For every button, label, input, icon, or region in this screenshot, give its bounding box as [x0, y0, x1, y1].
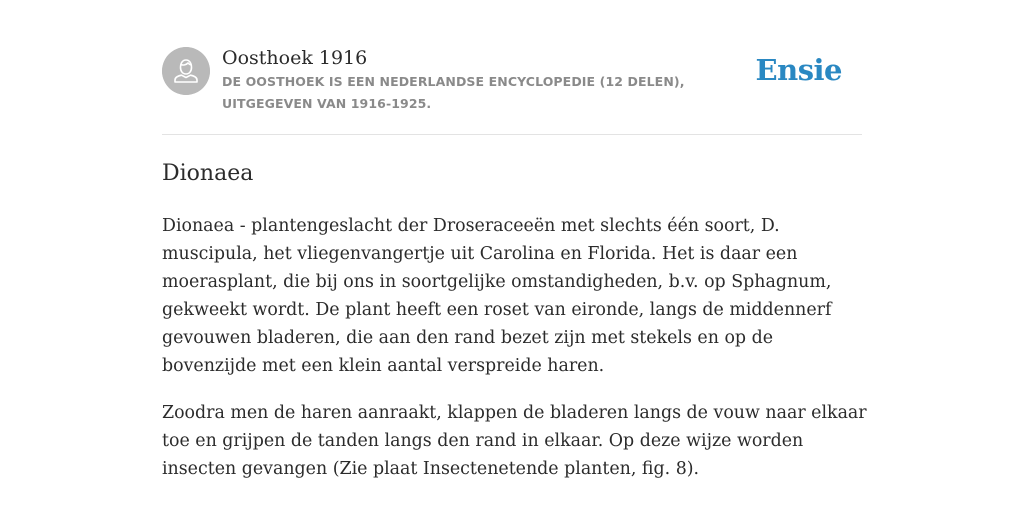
source-info: [222, 45, 762, 115]
source-title-link[interactable]: Oosthoek 1916: [222, 47, 368, 69]
entry-title: Dionaea: [162, 161, 254, 186]
page-container: [162, 0, 867, 479]
source-header: [162, 0, 862, 135]
entry-paragraph: Zoodra men de haren aanraakt, klappen de bladeren langs de vouw naar elkaar toe en grijpen de tanden langs den rand in elkaar. Op deze wijze worden insecten gevangen (Zie plaat Insectenetende planten, fig. 8).: [162, 403, 867, 479]
entry-body: [162, 212, 867, 502]
source-description: DE OOSTHOEK IS EEN NEDERLANDSE ENCYCLOPEDIE (12 DELEN), UITGEGEVEN VAN 1916-1925.: [222, 74, 685, 111]
ensie-logo-link[interactable]: Ensie: [755, 53, 842, 87]
entry-paragraph: Dionaea - plantengeslacht der Droseraceeën met slechts één soort, D. muscipula, het vliegenvangertje uit Carolina en Florida. Het is daar een moerasplant, die bij ons in soortgelijke omstandigheden, b.v. op Sphagnum, gekweekt wordt. De plant heeft een roset van eironde, langs de middennerf gevouwen bladeren, die aan den rand bezet zijn met stekels en op de bovenzijde met een klein aantal verspreide haren.: [162, 216, 832, 376]
user-silhouette-icon[interactable]: [162, 47, 210, 95]
